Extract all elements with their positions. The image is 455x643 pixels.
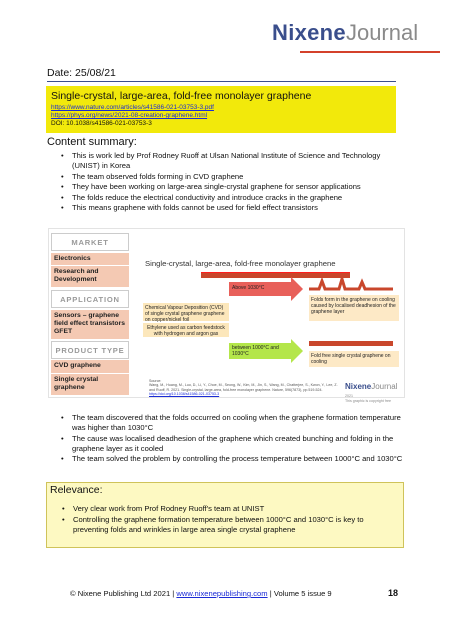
mini-logo-year: 2021 [345,394,353,398]
mini-logo [345,376,403,403]
application-item: Sensors – graphene field effect transistors GFET [51,310,129,340]
folds-box: Folds form in the graphene on cooling caused by localised deadhesion of the graphene layer [309,295,399,321]
relevance-heading: Relevance: [50,484,103,496]
summary-list [60,151,405,214]
phys-link[interactable]: https://phys.org/news/2021-08-creation-graphene.html [51,112,208,119]
journal-logo [272,20,440,50]
flat-graphene-icon [309,337,394,349]
mini-logo-light: Journal [371,382,398,391]
product-header: PRODUCT TYPE [51,341,129,359]
between-temp-label: between 1000°C and 1030°C [232,345,279,357]
finding-item: • The team discovered that the folds occurred on cooling when the graphene formation temperature was higher than 1030°C [60,413,405,433]
summary-item: • The folds reduce the electrical conductivity and introduce cracks in the graphene [60,193,405,203]
date-divider [47,81,396,82]
reference-heading: Source: [149,379,162,383]
summary-item: • This means graphene with folds cannot be used for field effect transistors [60,203,405,213]
doi-text: DOI: 10.1038/s41586-021-03753-3 [51,120,152,127]
mini-logo-bold: Nixene [345,382,372,391]
product-item: Single crystal graphene [51,374,129,396]
footer-copyright: © Nixene Publishing Ltd 2021 [70,589,171,598]
figure-title: Single-crystal, large-area, fold-free monolayer graphene [145,259,336,268]
footer-website-link[interactable]: www.nixenepublishing.com [176,589,268,598]
foldfree-box: Fold free single crystal graphene on cooling [309,351,399,367]
folded-graphene-icon [309,275,394,295]
process-figure [48,228,405,403]
footer-issue: Volume 5 issue 9 [273,589,332,598]
mini-logo-note: This graphic is copyright free [345,398,391,403]
ethylene-box: Ethylene used as carbon feedstock with hydrogen and argon gas [143,323,229,337]
relevance-item: • Very clear work from Prof Rodney Ruoff's team at UNIST [61,504,401,514]
relevance-item: • Controlling the graphene formation temperature between 1000°C and 1030°C is key to preventing folds and wrinkles in large area single crystal graphene [61,515,401,535]
figure-reference [149,379,339,397]
summary-heading: Content summary: [47,136,137,148]
article-title-box [46,86,396,133]
article-title: Single-crystal, large-area, fold-free monolayer graphene [51,90,312,102]
finding-item: • The team solved the problem by controlling the process temperature between 1000°C and 1030°C [60,454,405,464]
relevance-box [46,482,404,548]
market-item: Electronics [51,253,129,266]
product-item: CVD graphene [51,360,129,374]
nature-link[interactable]: https://www.nature.com/articles/s41586-021-03753-3.pdf [51,104,214,111]
cvd-box: Chemical Vapour Deposition (CVD) of single crystal graphene graphene on copper/nickel foil [143,303,229,321]
logo-underline [300,51,440,53]
market-item: Research and Development [51,266,129,288]
figure-sidebar [49,229,131,399]
summary-item: • This is work led by Prof Rodney Ruoff at Ulsan National Institute of Science and Technology (UNIST) in Korea [60,151,405,171]
relevance-list [61,504,401,535]
application-header: APPLICATION [51,290,129,308]
page-number: 18 [388,588,399,598]
footer-separator: | [172,589,175,598]
logo-brand-bold: Nixene [272,20,346,45]
summary-item: • The team observed folds forming in CVD graphene [60,172,405,182]
logo-brand-light: Journal [345,20,419,45]
finding-item: • The cause was localised deadhesion of the graphene which created bunching and folding in the graphene layer as it cooled [60,434,405,454]
market-header: MARKET [51,233,129,251]
article-date: Date: 25/08/21 [47,67,116,79]
footer-separator: | [269,589,272,598]
reference-link[interactable]: https://doi.org/10.1038/s41586-021-03753-3 [149,392,220,397]
reference-text: Wang, M., Huang, M., Luo, D., Li, Y., Choe, M., Seong, W., Kim, M., Jin, S., Wang, M., Chatterjee, S., Kwon, Y., Lee, Z. and Ruoff, R. 2021. Single-crystal, large-area, fold-free monolayer graphene. Nature, 596(7873), pp.519-524. [149,383,338,392]
page-footer [70,589,400,598]
above-temp-label: Above 1030°C [232,285,265,291]
findings-list [60,413,405,465]
summary-item: • They have been working on large-area single-crystal graphene for sensor applications [60,182,405,192]
